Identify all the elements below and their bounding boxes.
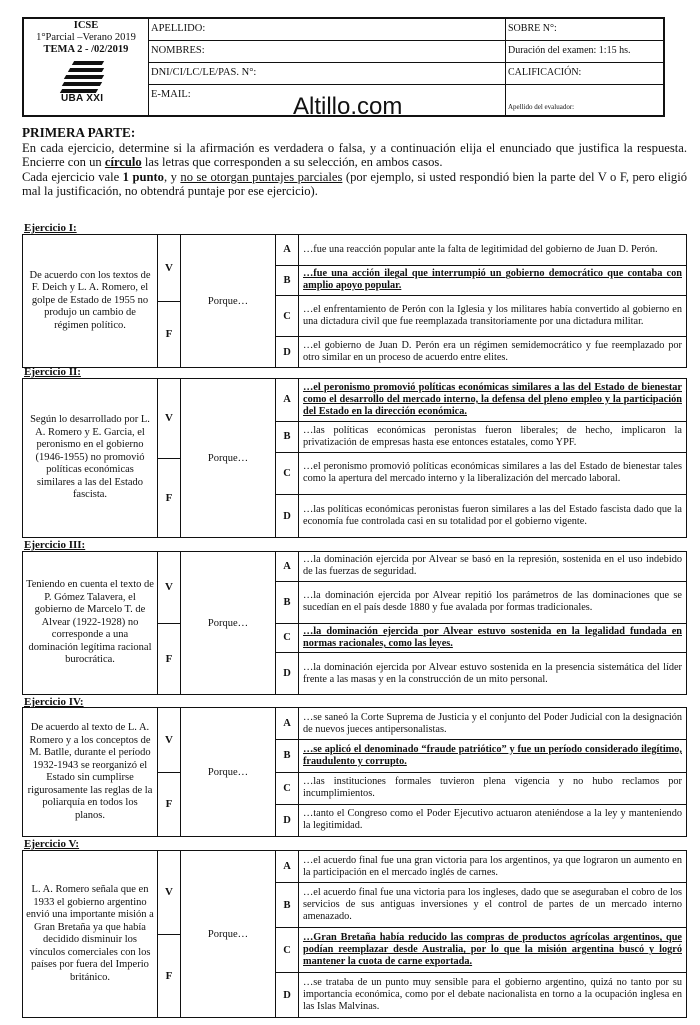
false-option[interactable]: F: [165, 969, 173, 982]
apellido-field[interactable]: APELLIDO:: [149, 19, 505, 41]
sobre-field[interactable]: SOBRE N°:: [506, 19, 663, 41]
true-false-choice: [158, 708, 181, 836]
option-letter[interactable]: A: [275, 552, 299, 581]
option-text: …la dominación ejercida por Alvear se basó en la represión, sostenida en el uso indebido de las fuerzas de seguridad.: [303, 554, 682, 578]
option-row: [275, 235, 686, 266]
porque-label: Porque…: [207, 617, 249, 629]
option-letter[interactable]: C: [275, 624, 299, 653]
option-letter[interactable]: D: [275, 973, 299, 1017]
true-option[interactable]: V: [158, 851, 180, 935]
option-row: [275, 495, 686, 537]
true-option[interactable]: V: [158, 379, 180, 459]
calificacion-field[interactable]: CALIFICACIÓN:: [506, 63, 663, 85]
exam-admin-fields: [506, 19, 663, 115]
option-row: [275, 973, 686, 1017]
exercise-4-title: Ejercicio IV:: [24, 696, 84, 708]
exercise-question: Teniendo en cuenta el texto de P. Gómez Talavera, el gobierno de Marcelo T. de Alvear (1922-1928) no corresponde a una dominación legítima racional burocrática.: [23, 552, 158, 694]
option-text: …el acuerdo final fue una gran victoria para los argentinos, ya que lograron un aumento en la participación en el mercado inglés de carnes.: [303, 854, 682, 878]
option-row: [275, 582, 686, 624]
option-letter[interactable]: D: [275, 653, 299, 694]
course-name: ICSE: [73, 20, 99, 31]
option-row: [275, 337, 686, 367]
option-text: …el acuerdo final fue una victoria para los ingleses, dado que se aseguraban el cobro de los servicios de sus antiguas inversiones y el control de partes de un mercado interno amenazado.: [303, 887, 682, 923]
exercise-question: De acuerdo con los textos de F. Deich y L. A. Romero, el golpe de Estado de 1955 no produjo un cambio de régimen político.: [23, 235, 158, 367]
option-row: [275, 708, 686, 740]
option-row: [275, 453, 686, 496]
false-option[interactable]: F: [165, 491, 173, 504]
option-row: [275, 552, 686, 582]
option-letter[interactable]: C: [275, 928, 299, 972]
exam-name: 1°Parcial –Verano 2019: [36, 32, 136, 43]
porque-label: Porque…: [207, 928, 249, 940]
exercise-question: De acuerdo al texto de L. A. Romero y a los conceptos de M. Batlle, durante el período 1932-1943 se reorganizó el Estado sin cumplirse rigurosamente las reglas de la poliarquía en todos los planos.: [23, 708, 158, 836]
email-field[interactable]: E-MAIL:: [151, 89, 191, 100]
true-false-choice: [158, 552, 181, 694]
justification-options: [275, 708, 686, 836]
option-row: [275, 653, 686, 694]
option-text: …las instituciones formales tuvieron plena vigencia y no hubo reclamos por incumplimientos.: [303, 776, 682, 800]
false-option[interactable]: F: [165, 328, 173, 341]
porque-label: Porque…: [207, 295, 249, 307]
instructions-p2: Cada ejercicio vale 1 punto, y no se otorgan puntajes parciales (por ejemplo, si usted respondió bien la parte del V o F, pero eligió mal la justificación, no obtendrá puntaje por ese ejercicio).: [22, 169, 688, 199]
option-row: [275, 851, 686, 883]
option-text: …fue una acción ilegal que interrumpió un gobierno democrático que contaba con amplio apoyo popular.: [303, 268, 682, 292]
false-option[interactable]: F: [165, 652, 173, 665]
option-letter[interactable]: B: [275, 883, 299, 927]
option-row: [275, 928, 686, 973]
option-text: …tanto el Congreso como el Poder Ejecutivo actuaron ateniéndose a la ley y manteniendo la legitimidad.: [303, 808, 682, 832]
nombres-field[interactable]: NOMBRES:: [149, 41, 505, 63]
instructions-p1: En cada ejercicio, determine si la afirmación es verdadera o falsa, y a continuación elija el enunciado que justifica la respuesta. Encierre con un círculo las letras que corresponden a su selección, en ambos casos.: [22, 140, 687, 170]
exercise-2: [22, 378, 687, 538]
exercise-1: [22, 234, 687, 368]
exercise-3: [22, 551, 687, 695]
exercise-5-title: Ejercicio V:: [24, 838, 80, 850]
true-option[interactable]: V: [158, 708, 180, 773]
exercise-question: Según lo desarrollado por L. A. Romero y E. Garcia, el peronismo en el gobierno (1946-1955) no promovió políticas económicas similares a las del Estado fascista.: [23, 379, 158, 537]
logo-text: UBA XXI: [61, 93, 104, 104]
section-title: PRIMERA PARTE:: [22, 125, 136, 140]
justification-options: [275, 851, 686, 1017]
option-row: [275, 773, 686, 805]
option-letter[interactable]: C: [275, 296, 299, 336]
exercise-question: L. A. Romero señala que en 1933 el gobierno argentino envió una importante misión a Gran Bretaña ya que había decidido disminuir los vínculos comerciales con los países por fuera del Imperio británico.: [23, 851, 158, 1017]
justification-options: [275, 379, 686, 537]
option-text: …el enfrentamiento de Perón con la Iglesia y los militares había convertido al gobierno en una dictadura civil que fue reemplazada transitoriamente por una dictadura militar.: [303, 304, 682, 328]
true-false-choice: [158, 851, 181, 1017]
true-false-choice: [158, 235, 181, 367]
true-option[interactable]: V: [158, 235, 180, 302]
justification-options: [275, 552, 686, 694]
option-letter[interactable]: A: [275, 708, 299, 739]
evaluador-field[interactable]: Apellido del evaluador:: [508, 103, 575, 111]
option-text: …las políticas económicas peronistas fueron liberales; de hecho, implicaron la privatización de empresas hasta ese entonces estatales, como YPF.: [303, 424, 682, 448]
option-text: …el peronismo promovió políticas económicas similares a las del Estado de bienestar como el desarrollo del mercado interno, la defensa del pleno empleo y la participación del Estado en la dirección económica.: [303, 381, 682, 417]
exercise-4: [22, 707, 687, 837]
option-letter[interactable]: B: [275, 266, 299, 296]
option-letter[interactable]: B: [275, 422, 299, 452]
dni-field[interactable]: DNI/CI/LC/LE/PAS. N°:: [149, 63, 505, 85]
option-letter[interactable]: B: [275, 740, 299, 771]
option-row: [275, 624, 686, 654]
porque-label: Porque…: [207, 766, 249, 778]
option-letter[interactable]: D: [275, 495, 299, 537]
option-letter[interactable]: D: [275, 337, 299, 367]
exercise-2-title: Ejercicio II:: [24, 366, 81, 378]
uba-xxi-logo: [51, 59, 121, 105]
watermark: Altillo.com: [293, 93, 403, 120]
exam-tema: TEMA 2 - /02/2019: [43, 44, 129, 55]
option-row: [275, 422, 686, 453]
true-false-choice: [158, 379, 181, 537]
duration-label: Duración del examen: 1:15 hs.: [506, 41, 663, 63]
false-option[interactable]: F: [165, 798, 173, 811]
option-text: …la dominación ejercida por Alvear estuvo sostenida en la legalidad fundada en normas racionales, como las leyes.: [303, 625, 682, 649]
exam-info: [24, 19, 149, 115]
exercise-5: [22, 850, 687, 1018]
option-letter[interactable]: A: [275, 235, 299, 265]
option-letter[interactable]: A: [275, 379, 299, 421]
option-text: …fue una reacción popular ante la falta de legitimidad del gobierno de Juan D. Perón.: [303, 243, 658, 255]
option-letter[interactable]: D: [275, 805, 299, 836]
option-row: [275, 740, 686, 772]
option-row: [275, 266, 686, 297]
exercise-3-title: Ejercicio III:: [24, 539, 86, 551]
option-text: …se trataba de un punto muy sensible para el gobierno argentino, quizá no tanto por su importancia económica, como por el debate nacionalista en torno a la ocupación inglesa en las Islas Malvinas.: [303, 977, 682, 1013]
option-text: …Gran Bretaña había reducido las compras de productos agrícolas argentinos, que podían reemplazar desde Australia, por lo que la misión argentina buscó y logró mantener la cuota de carne exportada.: [303, 932, 682, 968]
option-row: [275, 805, 686, 836]
option-row: [275, 883, 686, 928]
option-letter[interactable]: C: [275, 453, 299, 495]
instructions: [22, 126, 687, 199]
option-row: [275, 379, 686, 422]
option-letter[interactable]: C: [275, 773, 299, 804]
option-row: [275, 296, 686, 337]
exercise-1-title: Ejercicio I:: [24, 222, 77, 234]
option-letter[interactable]: A: [275, 851, 299, 882]
option-text: …las políticas económicas peronistas fueron similares a las del Estado fascista dado que la economía fue controlada casi en su totalidad por el gobierno vigente.: [303, 504, 682, 528]
justification-options: [275, 235, 686, 367]
true-option[interactable]: V: [158, 552, 180, 624]
option-letter[interactable]: B: [275, 582, 299, 623]
option-text: …la dominación ejercida por Alvear repitió los parámetros de las dominaciones que se sucedían en el país desde 1880 y fue avalada por formas tradicionales.: [303, 590, 682, 614]
porque-label: Porque…: [207, 452, 249, 464]
option-text: …el peronismo promovió políticas económicas similares a las del Estado de bienestar tales como la apertura del mercado interno y la liberalización del mercado laboral.: [303, 461, 682, 485]
option-text: …se saneó la Corte Suprema de Justicia y el conjunto del Poder Judicial con la designación de nuevos jueces antipersonalistas.: [303, 711, 682, 735]
option-text: …se aplicó el denominado “fraude patriótico” y fue un período considerado ilegítimo, fraudulento y corrupto.: [303, 743, 682, 767]
option-text: …el gobierno de Juan D. Perón era un régimen semidemocrático y fue reemplazado por otro similar en un proceso de acuerdo entre elites.: [303, 340, 682, 364]
option-text: …la dominación ejercida por Alvear estuvo sostenida en la presencia sistemática del líder frente a las masas y en la construcción de un mito personal.: [303, 661, 682, 685]
